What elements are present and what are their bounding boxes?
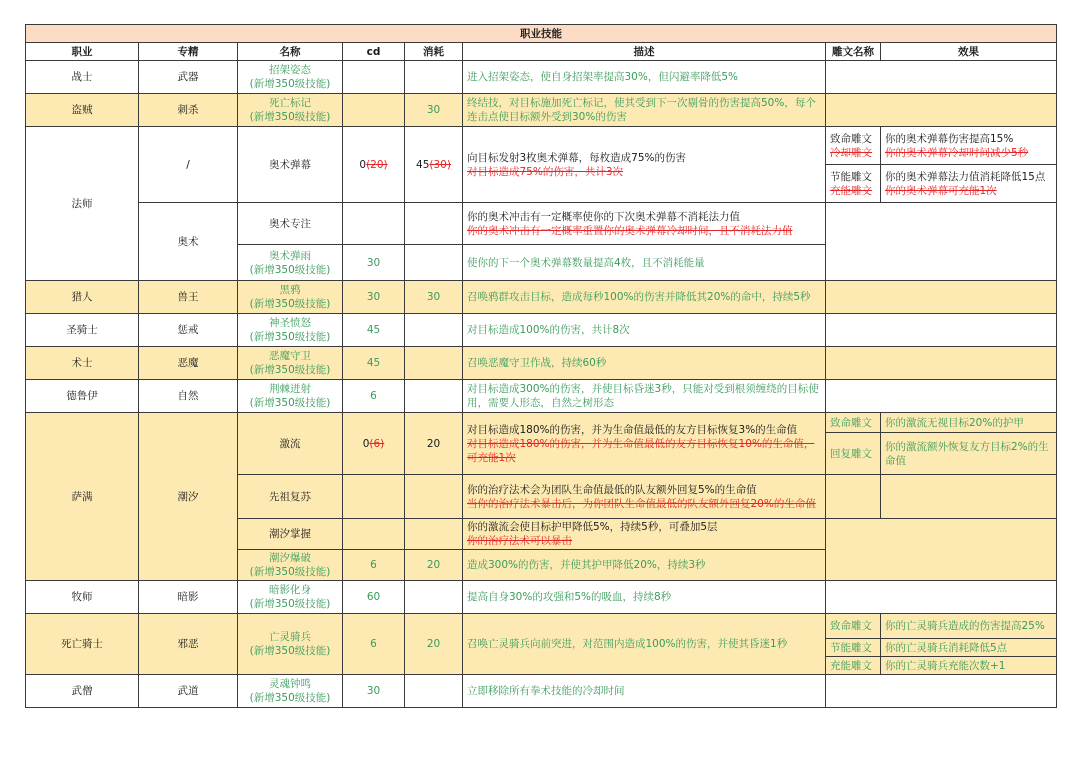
desc-cell [463, 519, 826, 550]
desc-cell: 提高自身30%的攻强和5%的吸血，持续8秒 [463, 581, 826, 614]
cd-cell: 30 [343, 245, 405, 281]
cost-cell [405, 203, 463, 245]
table-row-warrior [26, 61, 1057, 94]
cost-cell [405, 475, 463, 519]
cd-cell [343, 203, 405, 245]
cost-cell: 30 [405, 281, 463, 314]
cd-cell [343, 127, 405, 203]
table-row-deathknight [26, 614, 1057, 639]
cd-cell [343, 61, 405, 94]
skill-name-cell: 潮汐掌握 [238, 519, 343, 550]
skill-name-cell [238, 380, 343, 413]
table-row-mage-barrage [26, 127, 1057, 165]
header-row [26, 43, 1057, 61]
new-skill-note: (新增350级技能) [249, 78, 331, 90]
header-desc: 描述 [463, 43, 826, 61]
rune-name-cell: 充能雕文 [826, 657, 881, 675]
cd-cell [343, 475, 405, 519]
rune-name: 节能雕文 [830, 170, 872, 183]
skill-name: 黑鸦 [279, 284, 301, 296]
rune-old-effect: 你的奥术弹幕可充能1次 [885, 184, 997, 197]
spec-cell: / [139, 127, 238, 203]
desc-text: 你的治疗法术会为团队生命值最低的队友额外回复5%的生命值 [467, 483, 757, 496]
desc-text: 向目标发射3枚奥术弹幕，每枚造成75%的伤害 [467, 151, 687, 164]
cd-cell: 60 [343, 581, 405, 614]
skill-name: 招架姿态 [269, 64, 311, 76]
spec-cell: 潮汐 [139, 413, 238, 581]
skill-name: 奥术弹雨 [269, 249, 311, 262]
new-skill-note: (新增350级技能) [249, 645, 331, 657]
cd-cell: 6 [343, 380, 405, 413]
cost-value: 45 [416, 158, 430, 171]
skill-name-cell [238, 281, 343, 314]
new-skill-note: (新增350级技能) [249, 331, 331, 343]
rune-empty [826, 203, 1057, 281]
class-cell: 德鲁伊 [26, 380, 139, 413]
cost-cell: 30 [405, 94, 463, 127]
rune-effect-cell [881, 165, 1057, 203]
rune-name-empty [826, 475, 881, 519]
rune-name: 致命雕文 [830, 132, 872, 145]
rune-empty [826, 94, 1057, 127]
skill-name: 潮汐爆破 [269, 552, 311, 564]
desc-cell: 召唤恶魔守卫作战，持续60秒 [463, 347, 826, 380]
rune-name-cell [826, 127, 881, 165]
rune-effect-empty [881, 475, 1057, 519]
spec-cell: 自然 [139, 380, 238, 413]
new-skill-note: (新增350级技能) [249, 111, 331, 123]
cost-cell [405, 314, 463, 347]
rune-effect-cell: 你的亡灵骑兵充能次数+1 [881, 657, 1057, 675]
cd-value: 0 [359, 158, 367, 171]
rune-empty [826, 675, 1057, 708]
rune-effect-cell: 你的激流无视目标20%的护甲 [881, 413, 1057, 433]
skill-name-cell: 奥术专注 [238, 203, 343, 245]
desc-cell: 召唤亡灵骑兵向前突进，对范围内造成100%的伤害，并使其昏迷1秒 [463, 614, 826, 675]
skill-name-cell: 先祖复苏 [238, 475, 343, 519]
rune-empty [826, 519, 1057, 581]
rune-name-cell: 节能雕文 [826, 639, 881, 657]
cd-cell: 6 [343, 614, 405, 675]
spec-cell: 武器 [139, 61, 238, 94]
spec-cell: 刺杀 [139, 94, 238, 127]
table-row-paladin [26, 314, 1057, 347]
cost-cell: 20 [405, 413, 463, 475]
table-row-mage-focus [26, 203, 1057, 245]
desc-text: 你的奥术冲击有一定概率使你的下次奥术弹幕不消耗法力值 [467, 210, 740, 223]
skill-name: 暗影化身 [269, 584, 311, 596]
header-cd: cd [343, 43, 405, 61]
spec-cell: 武道 [139, 675, 238, 708]
skill-name-cell [238, 614, 343, 675]
skill-name: 恶魔守卫 [269, 350, 311, 362]
title-row [26, 25, 1057, 43]
desc-old-text: 对目标造成180%的伤害，并为生命值最低的友方目标恢复10%的生命值，可充能1次 [467, 437, 815, 464]
cost-cell [405, 519, 463, 550]
cd-cell: 30 [343, 281, 405, 314]
skill-name-cell [238, 245, 343, 281]
class-cell: 圣骑士 [26, 314, 139, 347]
desc-cell [463, 203, 826, 245]
cd-cell: 6 [343, 550, 405, 581]
rune-empty [826, 61, 1057, 94]
rune-empty [826, 581, 1057, 614]
cost-cell [405, 675, 463, 708]
desc-cell: 终结技，对目标施加死亡标记，使其受到下一次剔骨的伤害提高50%，每个连击点使目标额外受到30%的伤害 [463, 94, 826, 127]
rune-empty [826, 281, 1057, 314]
table-title: 职业技能 [26, 25, 1057, 43]
table-row-hunter [26, 281, 1057, 314]
new-skill-note: (新增350级技能) [249, 263, 331, 276]
rune-empty [826, 380, 1057, 413]
cd-value: 0 [362, 437, 370, 450]
desc-cell [463, 127, 826, 203]
class-cell: 术士 [26, 347, 139, 380]
rune-old-effect: 你的奥术弹幕冷却时间减少5秒 [885, 146, 1029, 159]
cost-cell [405, 61, 463, 94]
skill-name: 亡灵骑兵 [269, 631, 311, 643]
header-cost: 消耗 [405, 43, 463, 61]
skill-name-cell [238, 581, 343, 614]
skill-name: 荆棘迸射 [269, 383, 311, 395]
new-skill-note: (新增350级技能) [249, 364, 331, 376]
skill-name: 神圣愤怒 [269, 317, 311, 329]
rune-effect-cell [881, 127, 1057, 165]
rune-name-cell: 致命雕文 [826, 413, 881, 433]
class-skills-table [25, 24, 1057, 708]
class-cell: 牧师 [26, 581, 139, 614]
desc-cell: 使你的下一个奥术弹幕数量提高4枚，且不消耗能量 [463, 245, 826, 281]
rune-effect: 你的奥术弹幕伤害提高15% [885, 132, 1014, 145]
cost-old-value: (30) [429, 158, 451, 171]
desc-cell [463, 475, 826, 519]
spec-cell: 恶魔 [139, 347, 238, 380]
skill-name-cell [238, 94, 343, 127]
cd-cell: 45 [343, 314, 405, 347]
table-row-rogue [26, 94, 1057, 127]
spec-cell: 惩戒 [139, 314, 238, 347]
cd-cell [343, 413, 405, 475]
cost-cell [405, 245, 463, 281]
rune-effect-cell: 你的亡灵骑兵造成的伤害提高25% [881, 614, 1057, 639]
header-class: 职业 [26, 43, 139, 61]
cd-cell: 45 [343, 347, 405, 380]
cost-cell [405, 347, 463, 380]
rune-old-name: 冷却雕文 [830, 146, 872, 159]
table-row-warlock [26, 347, 1057, 380]
spec-cell: 暗影 [139, 581, 238, 614]
desc-text: 你的激流会使目标护甲降低5%，持续5秒，可叠加5层 [467, 521, 718, 533]
new-skill-note: (新增350级技能) [249, 566, 331, 578]
spec-cell: 兽王 [139, 281, 238, 314]
desc-text: 对目标造成180%的伤害，并为生命值最低的友方目标恢复3%的生命值 [467, 423, 798, 436]
cd-cell [343, 519, 405, 550]
spec-cell: 邪恶 [139, 614, 238, 675]
class-cell: 萨满 [26, 413, 139, 581]
desc-cell: 对目标造成100%的伤害，共计8次 [463, 314, 826, 347]
cost-cell [405, 127, 463, 203]
class-cell: 盗贼 [26, 94, 139, 127]
cd-cell: 30 [343, 675, 405, 708]
table-row-shaman-surge [26, 413, 1057, 433]
cost-cell [405, 380, 463, 413]
desc-old-text: 当你的治疗法术暴击后，为你团队生命值最低的队友额外回复20%的生命值 [467, 497, 816, 510]
skill-name-cell [238, 61, 343, 94]
table-row-monk [26, 675, 1057, 708]
new-skill-note: (新增350级技能) [249, 298, 331, 310]
cd-cell [343, 94, 405, 127]
desc-old-text: 对目标造成75%的伤害，共计3次 [467, 165, 624, 178]
skill-name-cell: 奥术弹幕 [238, 127, 343, 203]
cost-cell: 20 [405, 550, 463, 581]
rune-empty [826, 314, 1057, 347]
skill-name: 死亡标记 [269, 97, 311, 109]
rune-effect-cell: 你的亡灵骑兵消耗降低5点 [881, 639, 1057, 657]
rune-old-name: 充能雕文 [830, 184, 872, 197]
table-row-priest [26, 581, 1057, 614]
header-rune-name: 雕文名称 [826, 43, 881, 61]
rune-name-cell: 致命雕文 [826, 614, 881, 639]
new-skill-note: (新增350级技能) [249, 692, 331, 704]
cost-cell: 20 [405, 614, 463, 675]
new-skill-note: (新增350级技能) [249, 598, 331, 610]
rune-name-cell: 回复雕文 [826, 433, 881, 475]
header-effect: 效果 [881, 43, 1057, 61]
spec-cell: 奥术 [139, 203, 238, 281]
table-row-druid [26, 380, 1057, 413]
class-cell: 猎人 [26, 281, 139, 314]
cost-cell [405, 581, 463, 614]
class-cell: 武僧 [26, 675, 139, 708]
cd-old-value: (20) [366, 158, 388, 171]
skill-name-cell [238, 550, 343, 581]
new-skill-note: (新增350级技能) [249, 397, 331, 409]
skill-name: 灵魂钟鸣 [269, 678, 311, 690]
desc-cell: 立即移除所有拳术技能的冷却时间 [463, 675, 826, 708]
desc-old-text: 你的治疗法术可以暴击 [467, 535, 572, 547]
rune-effect-cell: 你的激流额外恢复友方目标2%的生命值 [881, 433, 1057, 475]
header-name: 名称 [238, 43, 343, 61]
rune-name-cell [826, 165, 881, 203]
desc-cell: 召唤鸦群攻击目标，造成每秒100%的伤害并降低其20%的命中，持续5秒 [463, 281, 826, 314]
class-cell: 死亡骑士 [26, 614, 139, 675]
desc-old-text: 你的奥术冲击有一定概率重置你的奥术弹幕冷却时间，且不消耗法力值 [467, 224, 793, 237]
skill-name-cell [238, 314, 343, 347]
class-cell: 法师 [26, 127, 139, 281]
skill-name-cell [238, 675, 343, 708]
desc-cell: 对目标造成300%的伤害，并使目标昏迷3秒，只能对受到根须缠绕的目标使用，需要人形态，自然之树形态 [463, 380, 826, 413]
desc-cell [463, 413, 826, 475]
desc-cell: 进入招架姿态，使自身招架率提高30%，但闪避率降低5% [463, 61, 826, 94]
desc-cell: 造成300%的伤害，并使其护甲降低20%，持续3秒 [463, 550, 826, 581]
cd-old-value: (6) [369, 437, 385, 450]
rune-effect: 你的奥术弹幕法力值消耗降低15点 [885, 170, 1046, 183]
class-cell: 战士 [26, 61, 139, 94]
header-spec: 专精 [139, 43, 238, 61]
rune-empty [826, 347, 1057, 380]
skill-name-cell [238, 347, 343, 380]
skill-name-cell: 激流 [238, 413, 343, 475]
